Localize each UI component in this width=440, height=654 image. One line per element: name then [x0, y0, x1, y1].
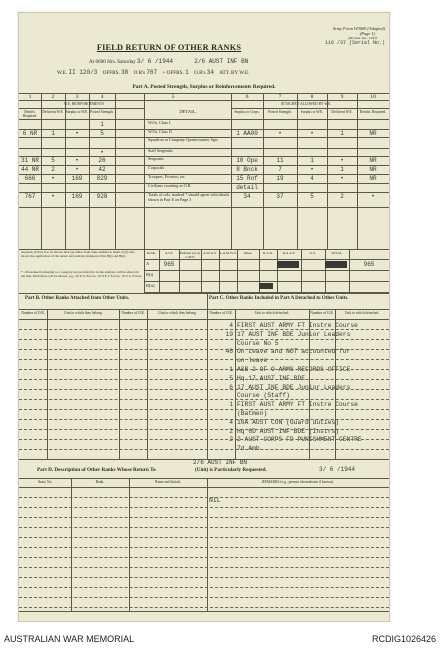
part-c-row-unit: On Leave and NOT accounted for — [237, 348, 351, 356]
part-c-row-unit: FIRST AUST ARMY FT Instre Course — [237, 401, 358, 409]
part-a-cell-c4: 829 — [96, 175, 108, 182]
part-a-subhead-right: Surplus or Corps. — [234, 110, 260, 114]
part-a-cell-c10: NR — [369, 166, 377, 173]
we-label: W.E. — [57, 70, 68, 76]
part-d-head: REMARKS (e.g., present whereabouts if known). — [262, 480, 334, 484]
redaction-block — [277, 261, 299, 268]
part-a-cell-c4: 1 — [100, 121, 104, 128]
part-a-col-number: 2 — [51, 94, 55, 100]
part-a-cell-c9: • — [340, 157, 344, 164]
part-a-row-detail: Squadron or Company Quartermaster Sgts. — [148, 137, 219, 142]
part-a-cell-c6: detail — [236, 184, 258, 191]
part-a-col-number: 9 — [340, 94, 344, 100]
plus-or-label: O.R's — [194, 70, 206, 76]
part-c-row-unit: Course No 5 — [237, 339, 279, 347]
part-a-cell-c4: 928 — [96, 193, 108, 200]
part-a-cell-c7: 37 — [276, 193, 284, 200]
part-a-row — [19, 156, 389, 165]
analysis-row-label: B(i) — [146, 272, 154, 277]
part-c-head: Number of O.R. — [209, 311, 233, 315]
we-value: II 120/3 — [68, 69, 98, 76]
part-a-cell-c2: • — [51, 193, 55, 200]
part-d-date: 3/ 6 /1944 — [319, 466, 356, 473]
part-a-cell-c2: • — [51, 175, 55, 182]
part-a-cell-c1: 767 — [24, 193, 36, 200]
form-ref-text: Army Form W3009 (Adapted) — [332, 26, 385, 31]
part-a-cell-c7: 11 — [276, 157, 284, 164]
part-a-cell-c3: 169 — [71, 175, 83, 182]
part-d-head: Name and Initials. — [154, 480, 182, 484]
offrs-value: 38 — [121, 69, 129, 76]
part-a-col-number: 10 — [370, 94, 376, 100]
part-a-cell-c6: 8 Bnck — [236, 166, 258, 173]
part-a-cell-c9: 1 — [340, 130, 344, 137]
part-c-row-unit: 17 AUST INF BDE Junior Leaders — [237, 330, 351, 338]
part-c-row-unit: 10A AUST CON (Guard duties) — [237, 418, 340, 426]
redaction-block — [259, 283, 273, 289]
part-a-cell-c7: 19 — [276, 175, 284, 182]
analysis-head: A.I.F. — [165, 251, 173, 255]
part-a-col-number: 4 — [100, 94, 104, 100]
part-d-entry: NIL — [209, 497, 221, 504]
part-a-row — [19, 137, 389, 148]
form-title: FIELD RETURN OF OTHER RANKS — [96, 43, 242, 52]
part-a-row-detail: Sergeants — [148, 156, 164, 161]
at-hours-line — [89, 58, 248, 65]
part-a-cell-c10: • — [371, 193, 375, 200]
part-a-group-left: W.E. REINFORCEMENTS — [63, 102, 105, 106]
part-a-group-right: ATTACHED ALLOWED BY W.E. — [280, 102, 332, 106]
part-a-cell-c8: • — [310, 166, 314, 173]
part-a-cell-c4: 26 — [98, 157, 106, 164]
offrs-label: OFFRS. — [102, 70, 120, 76]
part-a-subhead-left: Reinfts. Required. — [22, 110, 38, 119]
part-d-title-mid: (Unit) is Particularly Requested. — [195, 467, 267, 473]
return-date: 3/ 6 /1944 — [136, 58, 173, 65]
part-a-col-number: 8 — [310, 94, 314, 100]
part-b-head: Number of O.R. — [21, 311, 45, 315]
part-d-head: Rank. — [95, 480, 105, 484]
part-a-subhead-right: Posted Strength. — [268, 110, 292, 114]
redaction-block — [325, 261, 347, 268]
serial-number: 116 /37 (Serial No.) — [324, 40, 385, 46]
analysis-head: Detail. — [146, 251, 157, 255]
part-c-row-number: 46 — [225, 348, 233, 356]
part-a-subhead-right: Deficient W.E. — [331, 110, 353, 114]
footer-archive-name: AUSTRALIAN WAR MEMORIAL — [4, 634, 135, 644]
footer-bar — [0, 622, 440, 654]
part-a-cell-c6: 15 Rof — [236, 175, 258, 182]
part-a-row-detail: Troopers, Privates, etc. — [148, 174, 186, 179]
part-c-row-number: 5 — [229, 374, 233, 382]
part-a-cell-c10: NR — [369, 130, 377, 137]
part-c-head: Number of O.R. — [310, 311, 334, 315]
part-a-cell-c7: • — [278, 130, 282, 137]
part-a-cell-c9: • — [340, 175, 344, 182]
part-c-row-unit: 17 AUST INF BDE Junior Leaders — [237, 383, 351, 391]
part-a-cell-c2: 1 — [51, 130, 55, 137]
part-c-row-number: 2 — [229, 427, 233, 435]
part-a-subhead-right: Surplus to W.E. — [300, 110, 324, 114]
analysis-aif-value: 965 — [163, 261, 175, 268]
part-a-cell-c1: 6 NR — [22, 130, 38, 137]
part-c-row-number: 1 — [229, 401, 233, 409]
part-a-cell-c8: 4 — [310, 175, 314, 182]
analysis-total-value: 965 — [363, 261, 375, 268]
part-a-cell-c1: 31 NR — [20, 157, 39, 164]
part-a-subhead-left: Surplus to W.E. — [65, 110, 89, 114]
or-label: O.R's — [133, 70, 146, 76]
analysis-head: U.S. — [309, 251, 317, 255]
or-value: 767 — [146, 69, 158, 76]
part-a-col-number: 3 — [75, 94, 79, 100]
part-d-title-prefix: Part D. Description of Other Ranks Whose Return To — [37, 467, 156, 473]
form-sheet — [18, 12, 390, 622]
part-a-col-number: 5 — [171, 94, 175, 100]
analysis-row-label: B(ii) — [146, 283, 155, 288]
part-c-head: Unit to which detached. — [344, 311, 380, 315]
part-a-cell-c1: 44 NR — [20, 166, 39, 173]
part-a-cell-c6: 10 Ope — [236, 157, 258, 164]
star-note: * = Personnel belonging to a category not provided for in the analysis will be shown in the line. Particulars will be shown, e.g., 20 U.S. Forces, 10 N.E.I. Forces, 10 U.S. Forces. — [21, 270, 143, 278]
part-b-head: Number of O.R. — [121, 311, 145, 315]
part-c-row-number: 4 — [229, 418, 233, 426]
part-a-col-number: 6 — [245, 94, 249, 100]
part-a-cell-c3: • — [75, 130, 79, 137]
att-by-we-label: ATT. BY W.E. — [219, 70, 250, 76]
part-c-row-unit: on leave — [237, 357, 268, 365]
part-c-row-unit: Hq 6D AUST INF BDE (Instrs) — [237, 427, 340, 435]
part-a-row-detail: Civilians counting as O.R. — [148, 183, 192, 188]
analysis-head: Enlisted (a) on C.M.F. — [179, 251, 201, 259]
part-a-cell-c2: 5 — [51, 157, 55, 164]
analysis-head: Other. — [243, 251, 253, 255]
plus-or-value: 34 — [206, 69, 214, 76]
part-c-row-number: 6 — [229, 383, 233, 391]
part-b-head: Unit to which they belong — [158, 311, 196, 315]
part-a-cell-c7: 7 — [278, 166, 282, 173]
analysis-head: R.A.A.F. — [282, 251, 296, 255]
part-a-row — [19, 129, 389, 137]
part-a-subhead-left: Posted Strength. — [90, 110, 114, 114]
unit-name-typed: 2/6 AUST INF BN — [194, 58, 249, 65]
part-a-subhead-left: Deficient W.E. — [42, 110, 64, 114]
footer-record-id: RCDIG1026426 — [371, 634, 436, 644]
analysis-head: A.A.M.W.S. — [219, 251, 237, 255]
part-d-unit-typed: 2/6 AUST INF BN — [193, 459, 248, 466]
part-a-row-detail: Corporals — [148, 165, 165, 170]
form-revised-text: (Revised Jan., 1943) — [348, 36, 377, 40]
part-a-row — [19, 165, 389, 174]
part-c-row-unit: (Batmen) — [237, 410, 268, 417]
analysis-head: TOTAL. — [330, 251, 343, 255]
part-a-cell-c1: 666 — [24, 175, 36, 182]
part-c-row-unit: A&B 2 OF O ARMS RECORDS OFFICE — [237, 366, 351, 373]
part-a-row — [19, 183, 389, 192]
plus-offrs-value: 1 — [185, 69, 189, 76]
part-a-cell-c4: 5 — [100, 130, 104, 137]
analysis-head: R.A.N. — [262, 251, 273, 255]
part-c-row-number: 19 — [225, 330, 233, 338]
part-a-row — [19, 174, 389, 183]
part-a-cell-c4: 42 — [98, 166, 106, 173]
part-c-row-unit: Hq 17 AUST INF BDE — [237, 374, 306, 382]
part-a-col-number: 1 — [28, 94, 32, 100]
part-b-head: Unit to which they belong — [64, 311, 102, 315]
part-a-cell-c8: 5 — [310, 193, 314, 200]
part-a-row — [19, 148, 389, 156]
part-c-row-number: 2 — [229, 436, 233, 444]
part-a-cell-c8: 1 — [310, 157, 314, 164]
analysis-note: Analysis of Part A to be shown here (a) either from units entitled to them, if (b) also shows the application of the return and analysis marked at Part B(i) and B(ii). — [21, 250, 135, 258]
part-a-cell-c3: • — [75, 166, 79, 173]
part-a-subhead-right: Reinfts. Required. — [359, 110, 387, 114]
part-a-cell-c8: • — [310, 130, 314, 137]
part-d-head: Army No. — [37, 480, 53, 484]
part-c-title: Part C. Other Ranks Included in Part A Detached to Other Units. — [209, 296, 349, 301]
analysis-row-label: A — [146, 261, 150, 266]
part-a-cell-c10: NR — [369, 175, 377, 182]
part-a-cell-c6: 1 AA00 — [236, 130, 258, 137]
part-a-cell-c9: 1 — [340, 166, 344, 173]
part-a-row — [19, 120, 389, 129]
part-c-row-number: 4 — [229, 322, 233, 329]
establishment-line — [57, 69, 249, 76]
part-a-row — [19, 192, 389, 207]
plus-offrs-label: + OFFRS. — [162, 70, 184, 76]
part-a-cell-c3: • — [75, 157, 79, 164]
part-c-row-unit: FIRST AUST ARMY FT Instre Course — [237, 322, 358, 329]
part-a-row-detail: W.Os. Class II. — [148, 129, 173, 134]
part-a-cell-c9: 2 — [340, 193, 344, 200]
part-a-row-detail: Totals of cols. marked * should agree with details shown in Part E on Page 3 — [148, 192, 230, 202]
part-c-row-unit: 2 AUST CORPS FD PUNISHMENT CENTRE — [237, 436, 362, 444]
analysis-head: A.W.A.S. — [203, 251, 217, 255]
part-c-head: Unit to which detached. — [254, 311, 290, 315]
part-a-row-detail: Staff Sergeants — [148, 148, 173, 153]
part-a-cell-c2: 2 — [51, 166, 55, 173]
part-c-row-number: 1 — [229, 366, 233, 373]
part-a-title: Part A. Posted Strength, Surplus or Reinforcements Required. — [132, 84, 276, 90]
part-a-detail-head: DETAIL. — [179, 109, 197, 114]
part-a-row-detail: W.Os. Class I. — [148, 120, 172, 125]
part-a-cell-c4: • — [100, 149, 104, 156]
part-c-row-unit: Course (Staff) — [237, 392, 290, 400]
part-a-cell-c10: NR — [369, 157, 377, 164]
part-c-row-unit: 7d Amb — [237, 445, 260, 453]
form-page-text: (Page 1) — [359, 31, 375, 36]
part-b-title: Part B. Other Ranks Attached from Other Units. — [25, 296, 130, 301]
part-a-cell-c3: 169 — [71, 193, 83, 200]
part-a-col-number: 7 — [278, 94, 282, 100]
at-hours-prefix: At 0600 Hrs. Saturday — [89, 59, 136, 65]
part-a-cell-c6: 34 — [243, 193, 251, 200]
part-d-title — [37, 467, 156, 473]
